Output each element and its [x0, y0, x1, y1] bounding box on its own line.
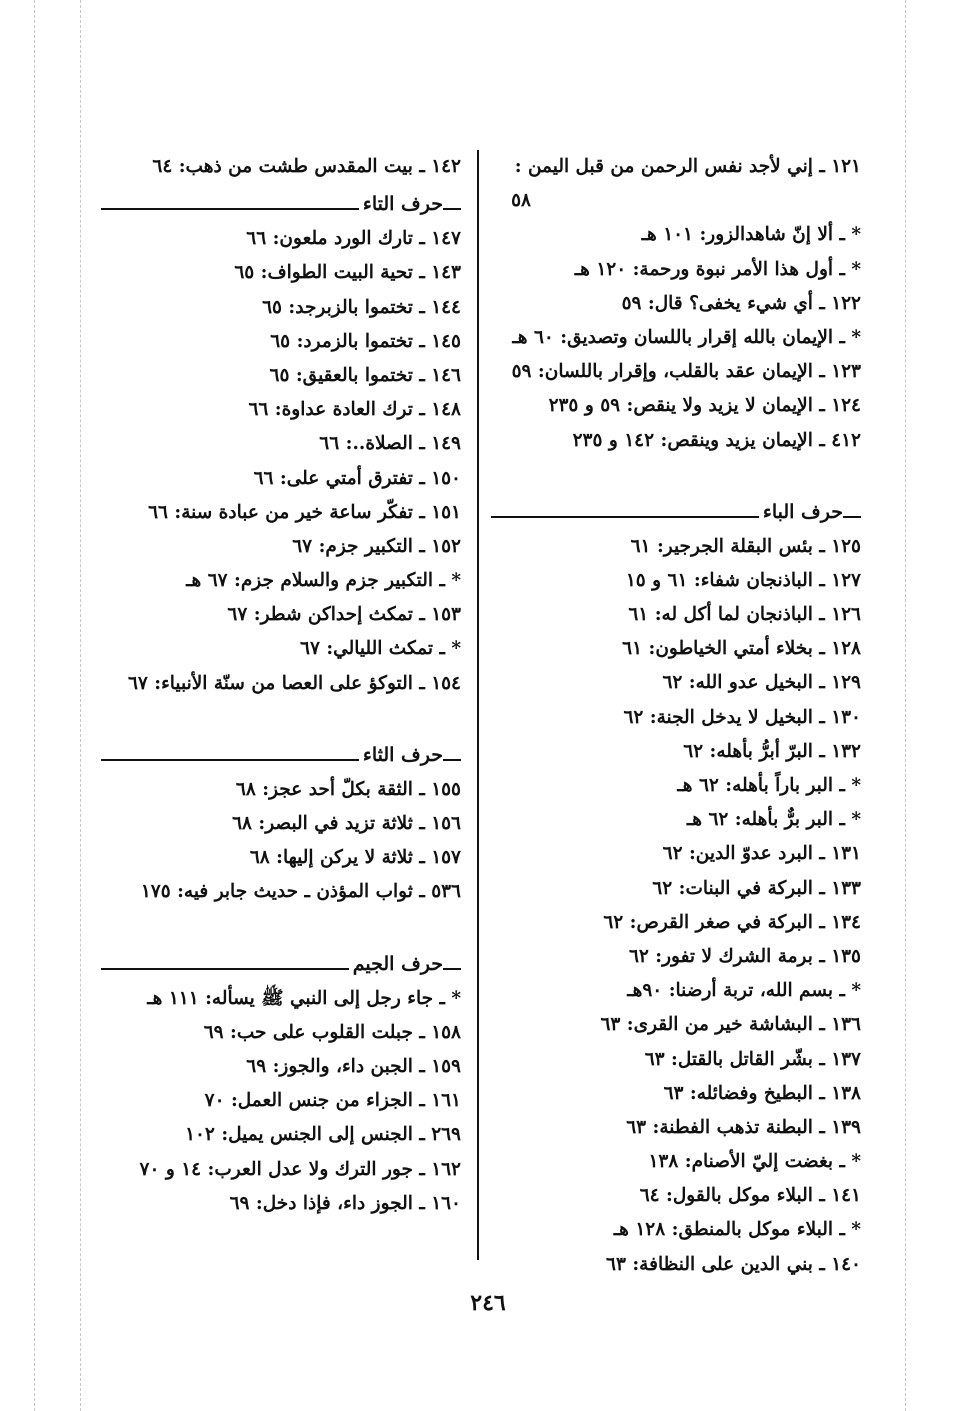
section-heading [491, 494, 861, 530]
index-entry: ١٥٢ ـ التكبير جزم: ٦٧ [292, 535, 461, 557]
index-entry: ١٣٦ ـ البشاشة خير من القرى: ٦٣ [600, 1014, 861, 1036]
page-number: ٢٤٦ [470, 1290, 506, 1316]
heading-rule [491, 516, 759, 518]
heading-rule [843, 516, 861, 518]
section-heading [101, 186, 461, 222]
index-entry: ١٣٢ ـ البرّ أبرُّ بأهله: ٦٢ [683, 740, 861, 762]
index-entry: ١٢٩ ـ البخيل عدو الله: ٦٢ [662, 672, 861, 694]
index-entry: ١٦٠ ـ الجوز داء، فإذا دخل: ٦٩ [229, 1192, 461, 1214]
index-entry: ١٥١ ـ تفكّر ساعة خير من عبادة سنة: ٦٦ [148, 501, 461, 523]
index-entry: ١٣٣ ـ البركة في البنات: ٦٢ [652, 877, 861, 899]
index-entry: ١٤٥ ـ تختموا بالزمرد: ٦٥ [270, 330, 461, 352]
index-entry: ١٤٦ ـ تختموا بالعقيق: ٦٥ [269, 364, 461, 386]
scan-guide-line [905, 0, 906, 1411]
heading-rule [101, 759, 359, 761]
section-heading [101, 737, 461, 773]
column-divider [477, 150, 479, 1260]
index-entry: ١٤٨ ـ ترك العادة عداوة: ٦٦ [248, 399, 461, 421]
index-entry: ١٢١ ـ إني لأجد نفس الرحمن من قبل اليمن : [514, 156, 861, 177]
index-entry: * ـ البلاء موكل بالمنطق: ١٢٨ هـ [613, 1219, 861, 1241]
section-gap [101, 910, 461, 944]
index-entry: ١٢٧ ـ الباذنجان شفاء: ٦١ و ١٥ [625, 569, 861, 591]
section-gap [491, 458, 861, 492]
index-entry: * ـ التكبير جزم والسلام جزم: ٦٧ هـ [186, 570, 461, 592]
heading-rule [443, 759, 461, 761]
index-entry: ١٥٧ ـ ثلاثة لا يركن إليها: ٦٨ [249, 847, 461, 869]
index-column-left [101, 150, 461, 1221]
heading-rule [101, 968, 349, 970]
heading-label: حرف الجيم [352, 952, 443, 975]
index-entry: ١٢٤ ـ الإيمان لا يزيد ولا ينقص: ٥٩ و ٢٣٥ [548, 395, 861, 417]
index-entry: ١٣٨ ـ البطيخ وفضائله: ٦٣ [663, 1082, 861, 1104]
index-entry: ١٤١ ـ البلاء موكل بالقول: ٦٤ [639, 1185, 861, 1207]
index-entry: * ـ الإيمان بالله إقرار باللسان وتصديق: ٦٠ هـ [512, 326, 861, 348]
scan-guide-line [34, 0, 35, 1411]
index-entry: * ـ بغضت إليّ الأصنام: ١٣٨ [648, 1151, 861, 1173]
index-entry: ١٢٨ ـ بخلاء أمتي الخياطون: ٦١ [622, 638, 861, 660]
index-entry: ٥٣٦ ـ ثواب المؤذن ـ حديث جابر فيه: ١٧٥ [140, 881, 461, 903]
index-entry: ١٤٠ ـ بني الدين على النظافة: ٦٣ [606, 1253, 861, 1275]
heading-label: حرف الباء [762, 500, 843, 523]
index-entry: ١٤٤ ـ تختموا بالزبرجد: ٦٥ [262, 296, 461, 318]
index-entry-continuation: ٥٨ [511, 190, 531, 212]
heading-rule [101, 208, 359, 210]
index-entry: ١٢٣ ـ الإيمان عقد بالقلب، وإقرار باللسان: ٥٩ [511, 361, 861, 383]
heading-rule [443, 968, 461, 970]
index-entry: ١٤٩ ـ الصلاة..: ٦٦ [319, 433, 461, 455]
index-entry: ١٣٧ ـ بشّر القاتل بالقتل: ٦٣ [644, 1048, 861, 1070]
index-entry: ١٣٤ ـ البركة في صغر القرص: ٦٢ [603, 911, 861, 933]
index-entry: ١٥٦ ـ ثلاثة تزيد في البصر: ٦٨ [232, 813, 461, 834]
heading-label: حرف التاء [362, 193, 443, 216]
scan-guide-line [80, 0, 81, 1411]
index-entry: * ـ ألا إنّ شاهدالزور: ١٠١ هـ [641, 224, 861, 246]
index-entry: ١٥٤ ـ التوكؤ على العصا من سنّة الأنبياء: ٦٧ [127, 672, 461, 694]
index-entry: ١٣١ ـ البرد عدوّ الدين: ٦٢ [662, 843, 861, 865]
index-entry: ١٢٢ ـ أي شيء يخفى؟ قال: ٥٩ [621, 292, 861, 314]
heading-rule [443, 208, 461, 210]
index-entry: ١٥٨ ـ جبلت القلوب على حب: ٦٩ [203, 1021, 461, 1043]
index-entry: ١٦٢ ـ جور الترك ولا عدل العرب: ١٤ و ٧٠ [139, 1158, 461, 1180]
index-entry: * ـ أول هذا الأمر نبوة ورحمة: ١٢٠ هـ [574, 258, 861, 280]
index-entry: ١٢٥ ـ بئس البقلة الجرجير: ٦١ [630, 535, 861, 557]
index-entry: ١٤٧ ـ تارك الورد ملعون: ٦٦ [246, 228, 461, 250]
index-entry: ١٤٢ ـ بيت المقدس طشت من ذهب: ٦٤ [152, 156, 461, 177]
index-entry: ٢٦٩ ـ الجنس إلى الجنس يميل: ١٠٢ [185, 1124, 461, 1146]
index-entry: ١٢٦ ـ الباذنجان لما أكل له: ٦١ [628, 604, 861, 626]
section-gap [101, 701, 461, 735]
index-entry: ١٥٥ ـ الثقة بكلّ أحد عجز: ٦٨ [235, 778, 461, 800]
index-entry: * ـ تمكث الليالي: ٦٧ [300, 638, 461, 660]
index-entry: ٤١٢ ـ الإيمان يزيد وينقص: ١٤٢ و ٢٣٥ [572, 429, 861, 451]
index-entry: ١٣٩ ـ البطنة تذهب الفطنة: ٦٣ [626, 1116, 861, 1138]
index-entry: ١٦١ ـ الجزاء من جنس العمل: ٧٠ [204, 1090, 461, 1112]
index-column-right [491, 150, 861, 1282]
index-entry: * ـ بسم الله، تربة أرضنا: ٩٠هـ [627, 980, 861, 1002]
index-entry: ١٥٣ ـ تمكث إحداكن شطر: ٦٧ [227, 604, 461, 626]
index-entry: * ـ البر برٌّ بأهله: ٦٢ هـ [686, 809, 861, 831]
index-entry: * ـ البر باراً بأهله: ٦٢ هـ [677, 775, 861, 796]
index-entry: * ـ جاء رجل إلى النبي ﷺ يسأله: ١١١ هـ [147, 987, 461, 1009]
index-entry: ١٣٥ ـ برمة الشرك لا تفور: ٦٢ [628, 945, 861, 967]
index-entry: ١٥٩ ـ الجبن داء، والجوز: ٦٩ [246, 1055, 461, 1077]
section-heading [101, 946, 461, 982]
index-entry: ١٥٠ ـ تفترق أمتي على: ٦٦ [253, 467, 461, 489]
index-entry: ١٣٠ ـ البخيل لا يدخل الجنة: ٦٢ [623, 706, 861, 728]
index-entry: ١٤٣ ـ تحية البيت الطواف: ٦٥ [234, 262, 461, 284]
heading-label: حرف الثاء [362, 743, 443, 766]
